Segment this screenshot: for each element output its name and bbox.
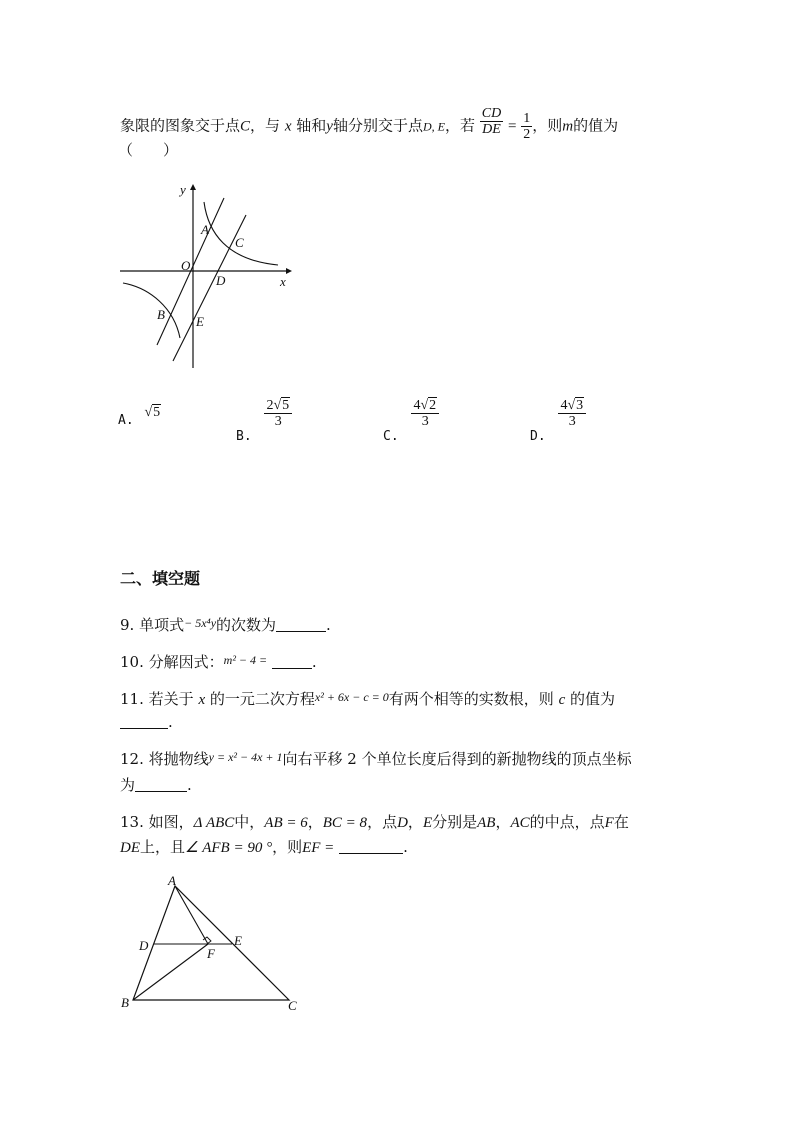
q11-text-2: 的一元二次方程 — [209, 690, 315, 708]
option-d-fraction — [558, 398, 586, 429]
y-axis-arrow-icon — [190, 184, 196, 190]
label-y: y — [180, 182, 186, 197]
q8-figure — [110, 178, 300, 368]
q13-point-e: E — [422, 815, 433, 831]
option-c-radicand: 2 — [429, 398, 437, 413]
fig13-label-e: E — [234, 933, 242, 948]
q8-ratio-num: CD — [481, 106, 502, 121]
q13-point-f: F — [604, 815, 614, 831]
q12-text-2: 向右平移 2 个单位长度后得到的新抛物线的顶点坐标 — [282, 750, 632, 768]
segment-af — [175, 886, 208, 944]
q12-number: 12. — [120, 750, 144, 768]
label-b: B — [157, 307, 165, 322]
q13-comma-1: ， — [307, 813, 323, 831]
option-b-coef: 2 — [266, 398, 274, 413]
option-c-sqrt: √2 — [420, 398, 437, 413]
option-c-label: C. — [383, 428, 399, 444]
q11-number: 11. — [120, 690, 144, 708]
option-b-sqrt: √5 — [273, 398, 290, 413]
q10 — [120, 651, 317, 672]
label-c: C — [235, 235, 244, 250]
q12-line-1 — [120, 748, 632, 769]
q13-seg-ac: AC — [510, 815, 530, 831]
fig13-label-c: C — [288, 998, 297, 1013]
q13-comma-2: ， — [407, 813, 423, 831]
q9-number: 9. — [120, 616, 135, 634]
q8-ratio-den: DE — [482, 122, 501, 137]
q11-answer-blank[interactable] — [120, 714, 168, 729]
q8-half-fraction — [521, 111, 532, 142]
fig13-label-f: F — [207, 946, 215, 961]
q12-answer-blank[interactable] — [135, 777, 187, 792]
q13-line-1 — [120, 811, 629, 832]
q13-seg-ab: AB — [477, 815, 496, 831]
option-c-num — [411, 398, 439, 414]
fig13-label-d: D — [139, 938, 149, 953]
q13-line-2 — [120, 836, 408, 857]
q11-expr: x² + 6x − c = 0 — [314, 690, 389, 704]
label-a: A — [201, 222, 209, 237]
option-d-radicand: 3 — [576, 398, 584, 413]
option-a-label: A. — [118, 413, 134, 428]
q8-half-num: 1 — [523, 111, 531, 126]
fig13-label-b: B — [121, 995, 129, 1010]
q11-line-1 — [120, 688, 615, 709]
q8-text-6: ，则 — [532, 116, 563, 135]
q11-end: . — [168, 713, 173, 731]
q8-text-1: 象限的图象交于点 — [120, 116, 241, 135]
q8-answer-paren: （ ） — [118, 141, 179, 159]
q12-line-2 — [120, 774, 192, 795]
q10-number: 10. — [120, 653, 144, 671]
x-axis-arrow-icon — [286, 268, 292, 274]
q13-text-5: 的中点，点 — [529, 813, 605, 831]
option-d-num — [558, 398, 586, 414]
option-d-label: D. — [530, 428, 546, 444]
q9-text-1: 单项式 — [139, 616, 185, 634]
q13-bc-length: BC = 8 — [322, 815, 368, 831]
option-b-den: 3 — [274, 414, 282, 429]
q8-text-2: ，与 — [250, 116, 281, 135]
option-b-fraction — [264, 398, 292, 429]
q13-ab-length: AB = 6 — [264, 815, 308, 831]
q13-text-1: 如图， — [148, 813, 194, 831]
option-d-coef: 4 — [560, 398, 568, 413]
option-c-fraction — [411, 398, 439, 429]
option-c-coef: 4 — [413, 398, 421, 413]
q11-text-3: 有两个相等的实数根，则 — [388, 690, 554, 708]
q12-expr: y = x² − 4x + 1 — [208, 750, 283, 764]
option-a-radicand: 5 — [153, 405, 161, 420]
q11-var-x: x — [198, 692, 206, 708]
q8-var-x: x — [284, 118, 292, 135]
q13-answer-blank[interactable] — [339, 839, 403, 854]
q8-option-d[interactable] — [530, 398, 586, 444]
q8-text-5: ，若 — [444, 116, 475, 135]
section-heading: 二、填空题 — [120, 569, 201, 588]
q8-option-c[interactable] — [383, 398, 439, 444]
q9-text-2: 的次数为 — [216, 616, 277, 634]
q13-text-8: ，则 — [272, 838, 303, 856]
option-b-radicand: 5 — [282, 398, 290, 413]
hyperbola-lower-branch — [123, 283, 180, 338]
q13-figure — [115, 874, 310, 1014]
q11-text-1: 若关于 — [148, 690, 194, 708]
q9-end: . — [326, 616, 331, 634]
label-x: x — [280, 274, 286, 289]
option-b-num — [264, 398, 292, 414]
q8-line-1 — [120, 106, 619, 142]
q8-var-m: m — [562, 118, 574, 135]
option-a-value: √5 — [144, 405, 161, 420]
q8-var-y: y — [326, 118, 333, 135]
q11-text-4: 的值为 — [570, 690, 616, 708]
q8-points-de: D, E — [422, 119, 445, 134]
q13-angle: ∠ AFB = 90 ° — [185, 840, 273, 856]
q11-var-c: c — [558, 692, 566, 708]
q8-equals: = — [508, 118, 517, 135]
q10-end: . — [311, 653, 317, 671]
q8-text-4: 轴分别交于点 — [332, 116, 423, 135]
q13-point-d: D — [397, 815, 408, 831]
q11-line-2 — [120, 713, 173, 731]
label-o: O — [181, 258, 191, 273]
label-e: E — [196, 314, 204, 329]
q13-number: 13. — [120, 813, 144, 831]
fig13-label-a: A — [168, 874, 176, 888]
label-d: D — [216, 273, 226, 288]
q13-text-3: ，点 — [367, 813, 398, 831]
q9-answer-blank[interactable] — [276, 617, 326, 632]
q8-text-3: 轴和 — [296, 116, 327, 135]
q13-text-2: 中， — [234, 813, 265, 831]
option-c-den: 3 — [421, 414, 429, 429]
q8-ratio-fraction — [480, 106, 503, 137]
option-d-den: 3 — [568, 414, 576, 429]
q13-text-4: 分别是 — [432, 813, 478, 831]
q8-text-7: 的值为 — [573, 116, 619, 135]
q10-expr: m² − 4 = — [223, 653, 268, 667]
q13-text-7: 上，且 — [140, 838, 186, 856]
q8-option-a[interactable] — [118, 405, 161, 429]
q13-end: . — [403, 838, 408, 856]
q8-option-b[interactable] — [236, 398, 292, 444]
q10-answer-blank[interactable] — [272, 654, 312, 669]
hyperbola-upper-branch — [204, 202, 278, 265]
q12-text-1: 将抛物线 — [148, 750, 209, 768]
q8-half-den: 2 — [523, 127, 531, 142]
option-b-label: B. — [236, 428, 252, 444]
q13-triangle: Δ ABC — [193, 815, 235, 831]
q9 — [120, 614, 331, 635]
q13-ef: EF = — [302, 840, 335, 856]
q9-expr: − 5x⁴y — [184, 616, 217, 630]
q13-comma-3: ， — [495, 813, 511, 831]
q12-text-3: 为 — [120, 776, 136, 794]
q8-point-c: C — [240, 118, 251, 135]
q10-text-1: 分解因式： — [148, 653, 224, 671]
q13-text-6: 在 — [613, 813, 629, 831]
option-d-sqrt: √3 — [567, 398, 584, 413]
q13-seg-de: DE — [120, 840, 140, 856]
q12-end: . — [187, 776, 192, 794]
